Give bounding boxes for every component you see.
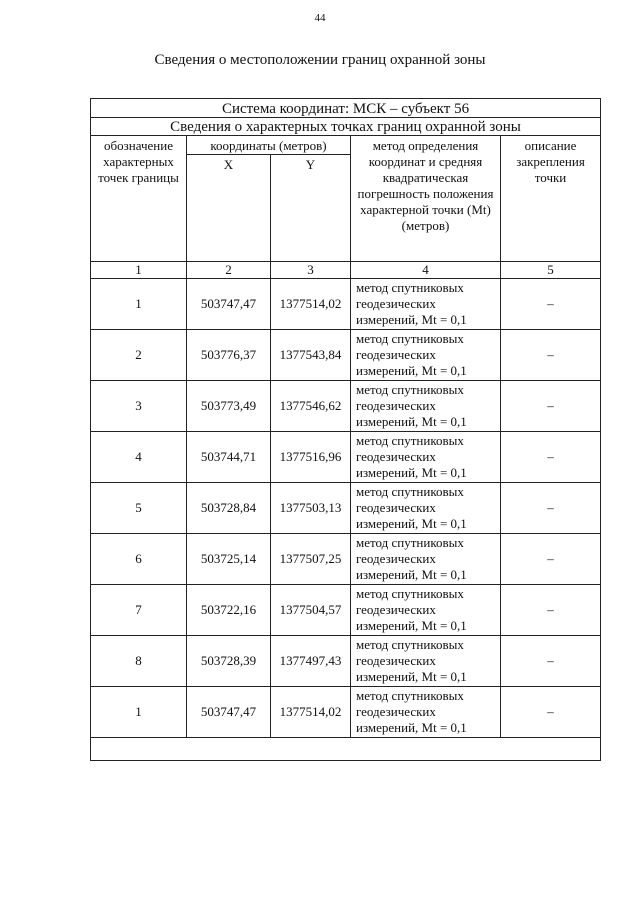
cell-x: 503747,47 [187, 687, 271, 738]
cell-x: 503744,71 [187, 432, 271, 483]
cell-method: метод спутниковых геодезических измерений, Mt = 0,1 [351, 279, 501, 330]
column-number: 2 [187, 262, 271, 279]
cell-point: 3 [91, 381, 187, 432]
cell-x: 503728,84 [187, 483, 271, 534]
cell-point: 1 [91, 279, 187, 330]
cell-point: 5 [91, 483, 187, 534]
table-row [91, 636, 601, 687]
cell-x: 503728,39 [187, 636, 271, 687]
cell-x: 503776,37 [187, 330, 271, 381]
cell-description: – [501, 381, 601, 432]
cell-method: метод спутниковых геодезических измерений, Mt = 0,1 [351, 636, 501, 687]
cell-method: метод спутниковых геодезических измерений, Mt = 0,1 [351, 381, 501, 432]
cell-y: 1377516,96 [271, 432, 351, 483]
column-number: 4 [351, 262, 501, 279]
cell-description: – [501, 636, 601, 687]
cell-description: – [501, 432, 601, 483]
cell-point: 6 [91, 534, 187, 585]
cell-point: 7 [91, 585, 187, 636]
coordinates-table [90, 98, 601, 761]
cell-y: 1377497,43 [271, 636, 351, 687]
document-title: Сведения о местоположении границ охранной зоны [154, 52, 486, 68]
section-info-cell: Сведения о характерных точках границ охранной зоны [91, 118, 601, 136]
cell-x: 503725,14 [187, 534, 271, 585]
cell-point: 1 [91, 687, 187, 738]
cell-description: – [501, 585, 601, 636]
cell-method: метод спутниковых геодезических измерений, Mt = 0,1 [351, 483, 501, 534]
coordinate-system-row [91, 99, 601, 118]
empty-footer-cell [91, 738, 601, 761]
cell-description: – [501, 330, 601, 381]
cell-description: – [501, 279, 601, 330]
cell-point: 8 [91, 636, 187, 687]
section-info-row [91, 118, 601, 136]
column-number: 5 [501, 262, 601, 279]
table-row [91, 585, 601, 636]
cell-y: 1377543,84 [271, 330, 351, 381]
cell-description: – [501, 483, 601, 534]
cell-y: 1377503,13 [271, 483, 351, 534]
column-number: 3 [271, 262, 351, 279]
header-coordinates: координаты (метров) [187, 136, 351, 155]
header-y: Y [271, 155, 351, 262]
cell-y: 1377546,62 [271, 381, 351, 432]
column-header-row [91, 136, 601, 155]
cell-point: 2 [91, 330, 187, 381]
table-row [91, 534, 601, 585]
header-method: метод определения координат и средняя квадратическая погрешность положения характерной точки (Mt) (метров) [351, 136, 501, 262]
cell-x: 503722,16 [187, 585, 271, 636]
cell-y: 1377514,02 [271, 687, 351, 738]
header-point: обозначение характерных точек границы [91, 136, 187, 262]
column-number: 1 [91, 262, 187, 279]
cell-method: метод спутниковых геодезических измерений, Mt = 0,1 [351, 432, 501, 483]
column-number-row [91, 262, 601, 279]
empty-footer-row [91, 738, 601, 761]
table-row [91, 483, 601, 534]
table-row [91, 687, 601, 738]
cell-point: 4 [91, 432, 187, 483]
table-row [91, 330, 601, 381]
cell-method: метод спутниковых геодезических измерений, Mt = 0,1 [351, 585, 501, 636]
cell-description: – [501, 687, 601, 738]
header-x: X [187, 155, 271, 262]
cell-y: 1377514,02 [271, 279, 351, 330]
table-row [91, 432, 601, 483]
cell-y: 1377507,25 [271, 534, 351, 585]
cell-method: метод спутниковых геодезических измерений, Mt = 0,1 [351, 330, 501, 381]
cell-x: 503773,49 [187, 381, 271, 432]
coordinate-system-cell: Система координат: МСК – субъект 56 [91, 99, 601, 118]
cell-x: 503747,47 [187, 279, 271, 330]
cell-description: – [501, 534, 601, 585]
header-description: описание закрепления точки [501, 136, 601, 262]
table-row [91, 381, 601, 432]
cell-method: метод спутниковых геодезических измерений, Mt = 0,1 [351, 534, 501, 585]
page-number: 44 [314, 12, 326, 24]
table-row [91, 279, 601, 330]
cell-y: 1377504,57 [271, 585, 351, 636]
cell-method: метод спутниковых геодезических измерений, Mt = 0,1 [351, 687, 501, 738]
